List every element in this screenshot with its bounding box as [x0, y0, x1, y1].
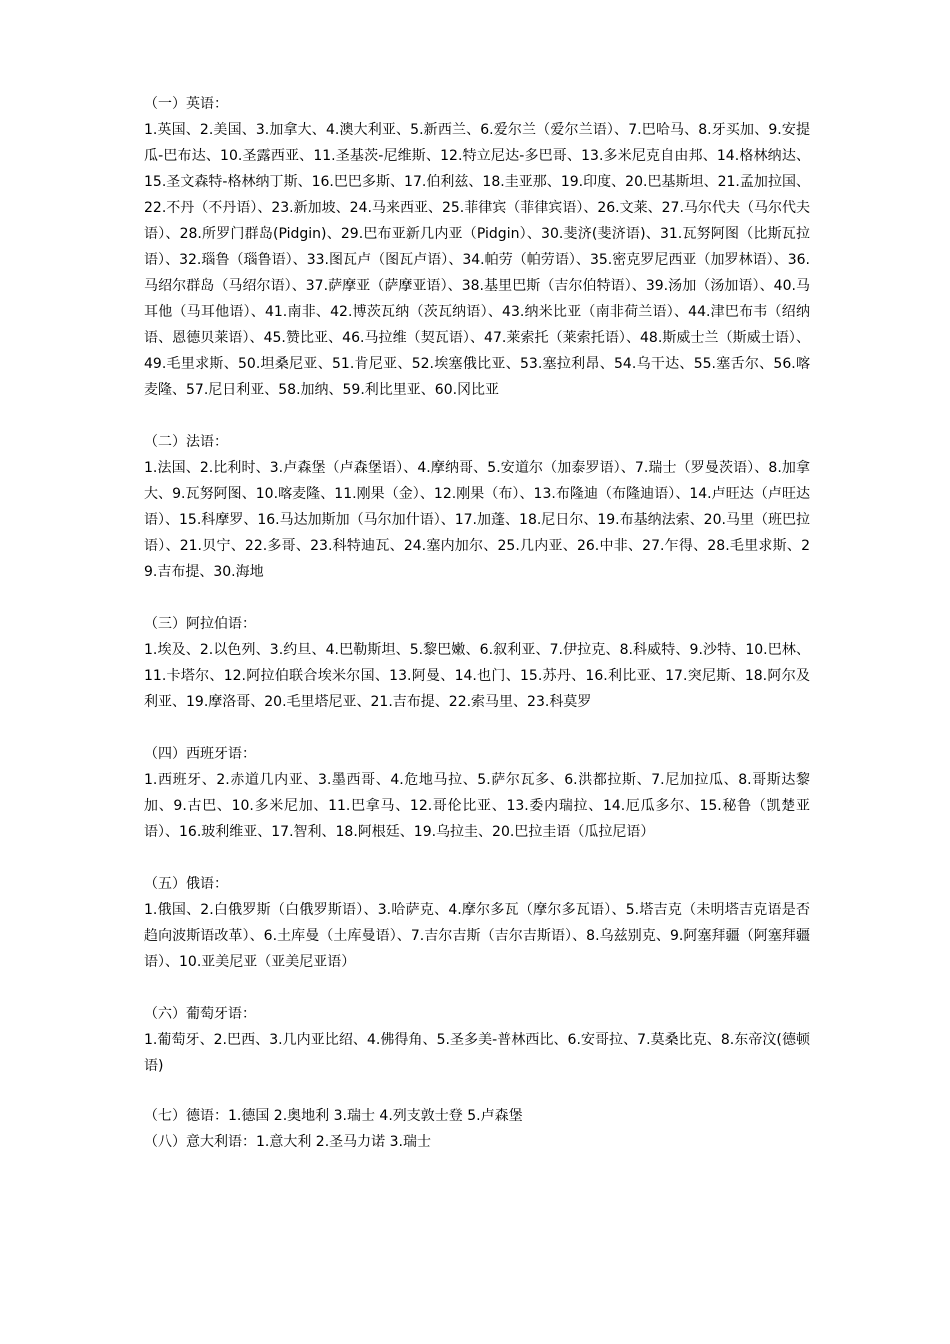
section-body: 1.葡萄牙、2.巴西、3.几内亚比绍、4.佛得角、5.圣多美-普林西比、6.安哥拉、7.莫桑比克、8.东帝汶(德顿语) — [144, 1032, 810, 1074]
section-arabic — [144, 611, 810, 715]
section-body: 1.法国、2.比利时、3.卢森堡（卢森堡语）、4.摩纳哥、5.安道尔（加泰罗语）、7.瑞士（罗曼茨语）、8.加拿大、9.瓦努阿图、10.喀麦隆、11.刚果（金）、12.刚果（布）、13.布隆迪（布隆迪语）、14.卢旺达（卢旺达语）、15.科摩罗、16.马达加斯加（马尔加什语）、17.加蓬、18.尼日尔、19.布基纳法索、20.马里（班巴拉语）、21.贝宁、22.多哥、23.科特迪瓦、24.塞内加尔、25.几内亚、26.中非、27.乍得、28.毛里求斯、29.吉布提、30.海地 — [144, 460, 810, 580]
section-heading: （四）西班牙语： — [144, 746, 256, 762]
section-heading: （二）法语： — [144, 434, 228, 450]
section-body: 1.俄国、2.白俄罗斯（白俄罗斯语）、3.哈萨克、4.摩尔多瓦（摩尔多瓦语）、5.塔吉克（未明塔吉克语是否趋向波斯语改革）、6.土库曼（土库曼语）、7.吉尔吉斯（吉尔吉斯语）、8.乌兹别克、9.阿塞拜疆（阿塞拜疆语）、10.亚美尼亚（亚美尼亚语） — [144, 902, 810, 970]
section-body: 1.西班牙、2.赤道几内亚、3.墨西哥、4.危地马拉、5.萨尔瓦多、6.洪都拉斯、7.尼加拉瓜、8.哥斯达黎加、9.古巴、10.多米尼加、11.巴拿马、12.哥伦比亚、13.委内瑞拉、14.厄瓜多尔、15.秘鲁（凯楚亚语）、16.玻利维亚、17.智利、18.阿根廷、19.乌拉圭、20.巴拉圭语（瓜拉尼语） — [144, 772, 810, 840]
section-portuguese — [144, 1001, 810, 1079]
spacer — [144, 403, 810, 429]
section-italian: （八）意大利语：1.意大利 2.圣马力诺 3.瑞士 — [144, 1134, 431, 1150]
spacer — [144, 975, 810, 1001]
section-heading: （六）葡萄牙语： — [144, 1006, 256, 1022]
spacer — [144, 715, 810, 741]
section-body: 1.埃及、2.以色列、3.约旦、4.巴勒斯坦、5.黎巴嫩、6.叙利亚、7.伊拉克、8.科威特、9.沙特、10.巴林、11.卡塔尔、12.阿拉伯联合埃米尔国、13.阿曼、14.也门、15.苏丹、16.利比亚、17.突尼斯、18.阿尔及利亚、19.摩洛哥、20.毛里塔尼亚、21.吉布提、22.索马里、23.科莫罗 — [144, 642, 810, 710]
section-german: （七）德语：1.德国 2.奥地利 3.瑞士 4.列支敦士登 5.卢森堡 — [144, 1108, 523, 1124]
section-french — [144, 429, 810, 585]
section-english — [144, 91, 810, 403]
spacer — [144, 585, 810, 611]
section-body: 1.英国、2.美国、3.加拿大、4.澳大利亚、5.新西兰、6.爱尔兰（爱尔兰语）、7.巴哈马、8.牙买加、9.安提瓜-巴布达、10.圣露西亚、11.圣基茨-尼维斯、12.特立尼达-多巴哥、13.多米尼克自由邦、14.格林纳达、15.圣文森特-格林纳丁斯、16.巴巴多斯、17.伯利兹、18.圭亚那、19.印度、20.巴基斯坦、21.孟加拉国、22.不丹（不丹语）、23.新加坡、24.马来西亚、25.菲律宾（菲律宾语）、26.文莱、27.马尔代夫（马尔代夫语）、28.所罗门群岛(Pidgin)、29.巴布亚新几内亚（Pidgin）、30.斐济(斐济语)、31.瓦努阿图（比斯瓦拉语）、32.瑙鲁（瑙鲁语）、33.图瓦卢（图瓦卢语）、34.帕劳（帕劳语）、35.密克罗尼西亚（加罗林语）、36.马绍尔群岛（马绍尔语）、37.萨摩亚（萨摩亚语）、38.基里巴斯（吉尔伯特语）、39.汤加（汤加语）、40.马耳他（马耳他语）、41.南非、42.博茨瓦纳（茨瓦纳语）、43.纳米比亚（南非荷兰语）、44.津巴布韦（绍纳语、恩德贝莱语）、45.赞比亚、46.马拉维（契瓦语）、47.莱索托（莱索托语）、48.斯威士兰（斯威士语）、49.毛里求斯、50.坦桑尼亚、51.肯尼亚、52.埃塞俄比亚、53.塞拉利昂、54.乌干达、55.塞舌尔、56.喀麦隆、57.尼日利亚、58.加纳、59.利比里亚、60.冈比亚 — [144, 122, 810, 398]
section-heading: （五）俄语： — [144, 876, 228, 892]
section-heading: （一）英语： — [144, 96, 228, 112]
section-spanish — [144, 741, 810, 845]
section-heading: （三）阿拉伯语： — [144, 616, 256, 632]
spacer — [144, 845, 810, 871]
spacer — [144, 1079, 810, 1103]
section-russian — [144, 871, 810, 975]
document-page — [144, 91, 810, 1155]
